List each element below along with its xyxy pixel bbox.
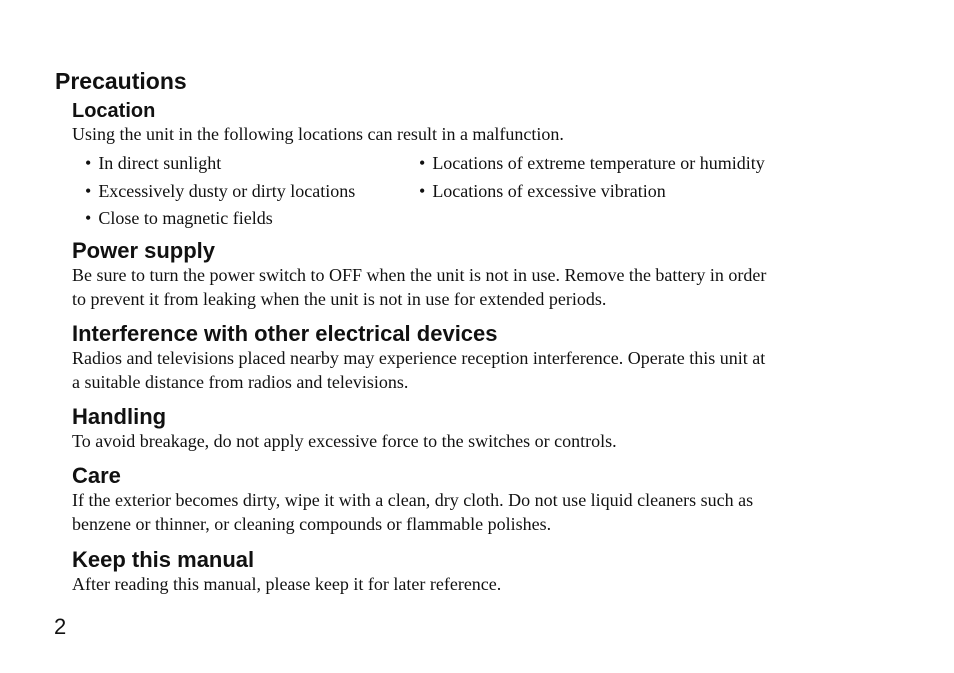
heading-keep-manual: Keep this manual (72, 547, 255, 572)
interference-line-2: a suitable distance from radios and televisions. (72, 372, 409, 392)
page-number: 2 (54, 614, 67, 639)
section-interference (72, 322, 872, 394)
interference-line-1: Radios and televisions placed nearby may experience reception interference. Operate this unit at (72, 348, 766, 368)
section-care (72, 464, 872, 536)
list-item: • Close to magnetic fields (85, 208, 273, 229)
heading-interference: Interference with other electrical devices (72, 321, 498, 346)
list-item: • Locations of excessive vibration (419, 180, 666, 201)
care-line-2: benzene or thinner, or cleaning compounds or flammable polishes. (72, 514, 552, 534)
section-keep-manual (72, 548, 872, 596)
power-line-1: Be sure to turn the power switch to OFF when the unit is not in use. Remove the battery in order (72, 265, 767, 285)
heading-care: Care (72, 463, 121, 488)
location-intro: Using the unit in the following locations can result in a malfunction. (72, 124, 564, 144)
heading-power-supply: Power supply (72, 238, 216, 263)
heading-handling: Handling (72, 404, 167, 429)
heading-location: Location (72, 100, 156, 122)
section-location (72, 100, 872, 146)
section-power-supply (72, 239, 872, 311)
section-handling (72, 405, 872, 453)
list-item: • Excessively dusty or dirty locations (85, 180, 356, 201)
handling-line-1: To avoid breakage, do not apply excessive force to the switches or controls. (72, 431, 617, 451)
list-item: • Locations of extreme temperature or humidity (419, 153, 765, 174)
care-line-1: If the exterior becomes dirty, wipe it with a clean, dry cloth. Do not use liquid cleaners such as (72, 490, 754, 510)
location-bullet-list (85, 150, 845, 233)
list-item: • In direct sunlight (85, 153, 222, 174)
keep-line-1: After reading this manual, please keep it for later reference. (72, 574, 502, 594)
page-title: Precautions (55, 68, 187, 94)
power-line-2: to prevent it from leaking when the unit is not in use for extended periods. (72, 289, 607, 309)
